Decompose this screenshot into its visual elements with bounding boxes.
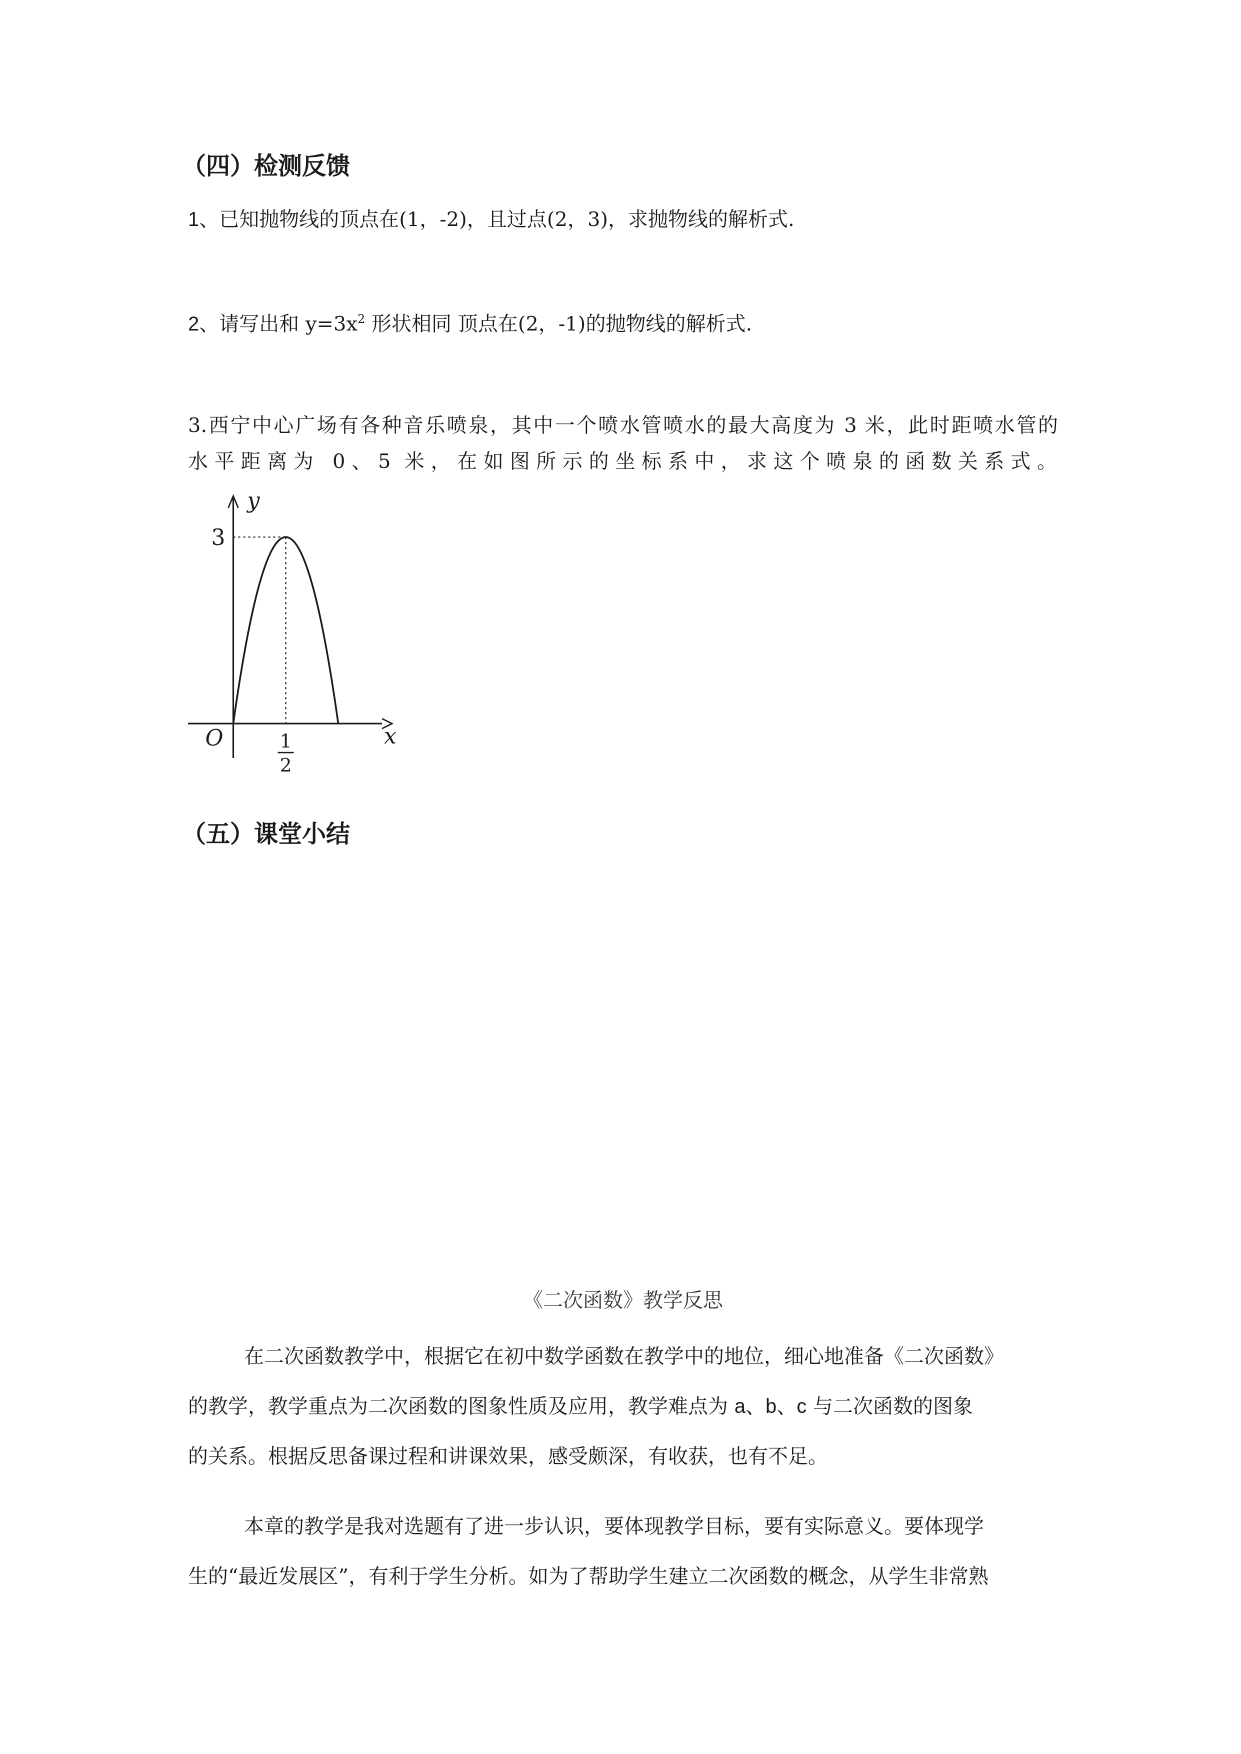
- question-3-line-2: 水平距离为 0、5 米，在如图所示的坐标系中，求这个喷泉的函数关系式。: [188, 449, 1058, 473]
- reflection-para1-line2-b: a、b、c: [734, 1396, 807, 1418]
- x-tick-denominator: 2: [279, 754, 292, 777]
- reflection-para1-line2: [188, 1391, 1058, 1422]
- question-2-text-before: 、请写出和 y=3x: [199, 311, 358, 336]
- question-3-line-1: 3.西宁中心广场有各种音乐喷泉，其中一个喷水管喷水的最大高度为 3 米，此时距喷水管的: [188, 413, 1058, 437]
- question-2-number: 2: [188, 313, 200, 336]
- question-1: [188, 204, 1058, 235]
- question-2-text-after: 形状相同 顶点在(2，-1)的抛物线的解析式.: [365, 311, 753, 336]
- question-2-superscript: 2: [357, 312, 366, 326]
- section-heading-4: （四）检测反馈: [182, 152, 350, 180]
- question-1-text: 、已知抛物线的顶点在(1，-2)，且过点(2，3)，求抛物线的解析式.: [199, 207, 795, 231]
- reflection-para1-line3: 的关系。根据反思备课过程和讲课效果，感受颇深，有收获，也有不足。: [188, 1444, 828, 1468]
- x-tick-numerator: 1: [279, 730, 292, 753]
- reflection-para2-line1: 本章的教学是我对选题有了进一步认识，要体现教学目标，要有实际意义。要体现学: [244, 1514, 984, 1538]
- reflection-title: 《二次函数》教学反思: [523, 1288, 723, 1312]
- reflection-para1-line1: 在二次函数教学中，根据它在初中数学函数在教学中的地位，细心地准备《二次函数》: [244, 1344, 1004, 1368]
- reflection-para2-line2: 生的“最近发展区”，有利于学生分析。如为了帮助学生建立二次函数的概念，从学生非常熟: [188, 1564, 989, 1588]
- reflection-para1-line2-c: 与二次函数的图象: [806, 1394, 973, 1418]
- section-heading-5: （五）课堂小结: [182, 820, 350, 848]
- reflection-para1-line2-a: 的教学，教学重点为二次函数的图象性质及应用，教学难点为: [188, 1394, 735, 1418]
- parabola-chart: [186, 486, 396, 796]
- x-axis-label: x: [384, 724, 396, 750]
- y-tick-label-3: 3: [211, 526, 226, 552]
- origin-label: O: [205, 726, 224, 752]
- question-2: [188, 304, 1058, 340]
- y-axis-label: y: [247, 489, 260, 514]
- question-1-number: 1: [188, 209, 200, 231]
- parabola-figure: [186, 486, 396, 796]
- parabola-curve: [233, 537, 338, 723]
